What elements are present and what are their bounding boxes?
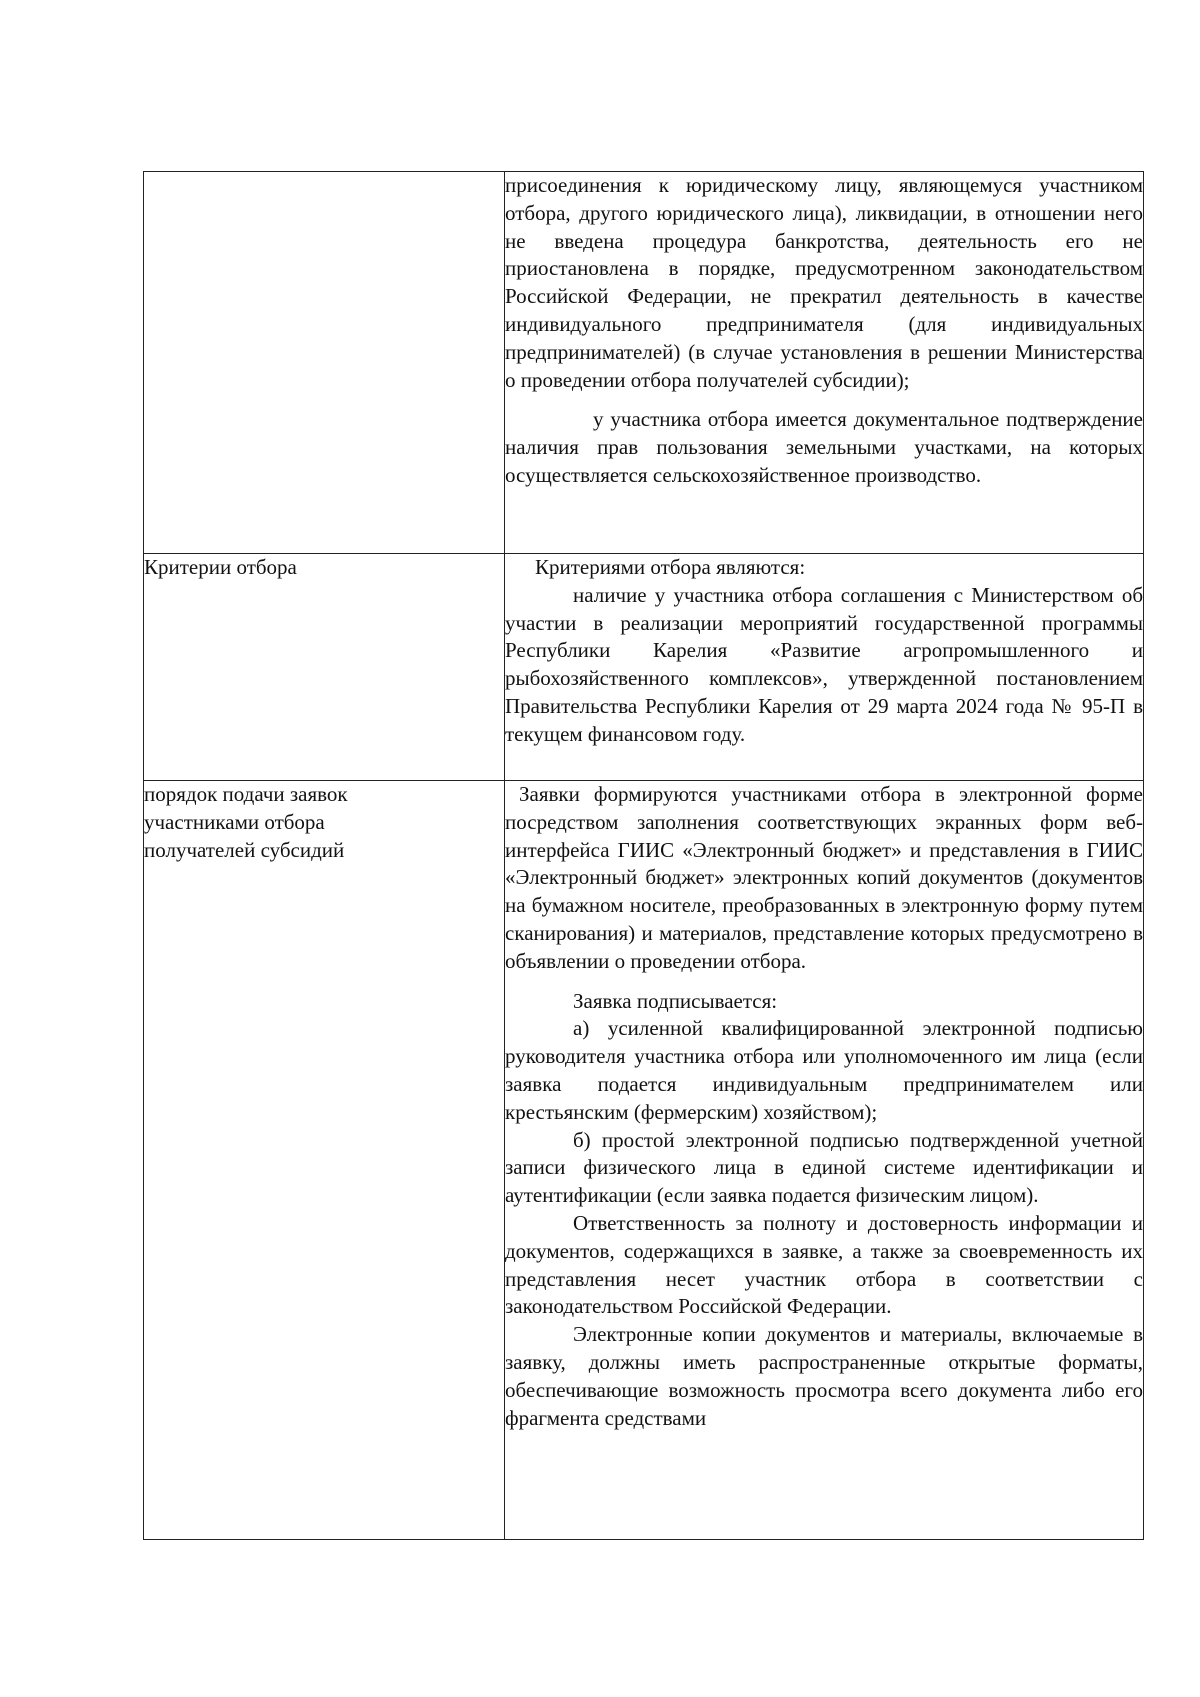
- row-label-criteria: Критерии отбора: [144, 555, 297, 579]
- row-label-cell: [144, 554, 505, 781]
- paragraph-criteria-agreement: наличие у участника отбора соглашения с Министерством об участии в реализации мероприятий государственной программы Республики Карелия «Развитие агропромышленного и рыбохозяйственного комплексов», утвержденной постановлением Правительства Республики Карелия от 29 марта 2024 года № 95-П в текущем финансовом году.: [505, 582, 1143, 746]
- row-label-cell-empty: [144, 172, 505, 554]
- table-row-application-procedure: [144, 781, 1144, 1540]
- paragraph-criteria-intro: Критериями отбора являются:: [535, 555, 806, 579]
- document-table: [143, 171, 1144, 1540]
- table-row-criteria: [144, 554, 1144, 781]
- row-content-cell: [505, 554, 1144, 781]
- row-label-line: участниками отбора: [144, 809, 325, 834]
- paragraph-land-rights: у участника отбора имеется документальное подтверждение наличия прав пользования земельными участками, на которых осуществляется сельскохозяйственное производство.: [505, 407, 1143, 487]
- row-content-cell: [505, 172, 1144, 554]
- paragraph-responsibility: Ответственность за полноту и достоверность информации и документов, содержащихся в заявке, а также за своевременность их представления несет участник отбора в соответствии с законодательством Российской Федерации.: [505, 1210, 1143, 1319]
- table-row-eligibility: [144, 172, 1144, 554]
- paragraph-signature-b: б) простой электронной подписью подтвержденной учетной записи физического лица в единой системе идентификации и аутентификации (если заявка подается физическим лицом).: [505, 1127, 1143, 1208]
- paragraph-liquidation: присоединения к юридическому лицу, являющемуся участником отбора, другого юридического лица), ликвидации, в отношении него не введена процедура банкротства, деятельность его не приостановлена в порядке, предусмотренном законодательством Российской Федерации, не прекратил деятельность в качестве индивидуального предпринимателя (для индивидуальных предпринимателей) (в случае установления в решении Министерства о проведении отбора получателей субсидии);: [505, 173, 1143, 392]
- paragraph-signature-a: а) усиленной квалифицированной электронной подписью руководителя участника отбора или уполномоченного им лица (если заявка подается индивидуальным предпринимателем или крестьянским (фермерским) хозяйством);: [505, 1016, 1143, 1124]
- row-label-cell: [144, 781, 505, 1540]
- paragraph-signed-intro: Заявка подписывается:: [573, 988, 778, 1013]
- paragraph-electronic-copies: Электронные копии документов и материалы, включаемые в заявку, должны иметь распространенные открытые форматы, обеспечивающие возможность просмотра всего документа либо его фрагмента средствами: [505, 1322, 1143, 1430]
- row-label-line: порядок подачи заявок: [144, 782, 348, 806]
- paragraph-applications-formed: Заявки формируются участниками отбора в электронной форме посредством заполнения соответствующих экранных форм веб-интерфейса ГИИС «Электронный бюджет» и представления в ГИИС «Электронный бюджет» электронных копий документов (документов на бумажном носителе, преобразованных в электронную форму путем сканирования) и материалов, представление которых предусмотрено в объявлении о проведении отбора.: [505, 782, 1143, 973]
- row-content-cell: [505, 781, 1144, 1540]
- row-label-line: получателей субсидий: [144, 837, 345, 862]
